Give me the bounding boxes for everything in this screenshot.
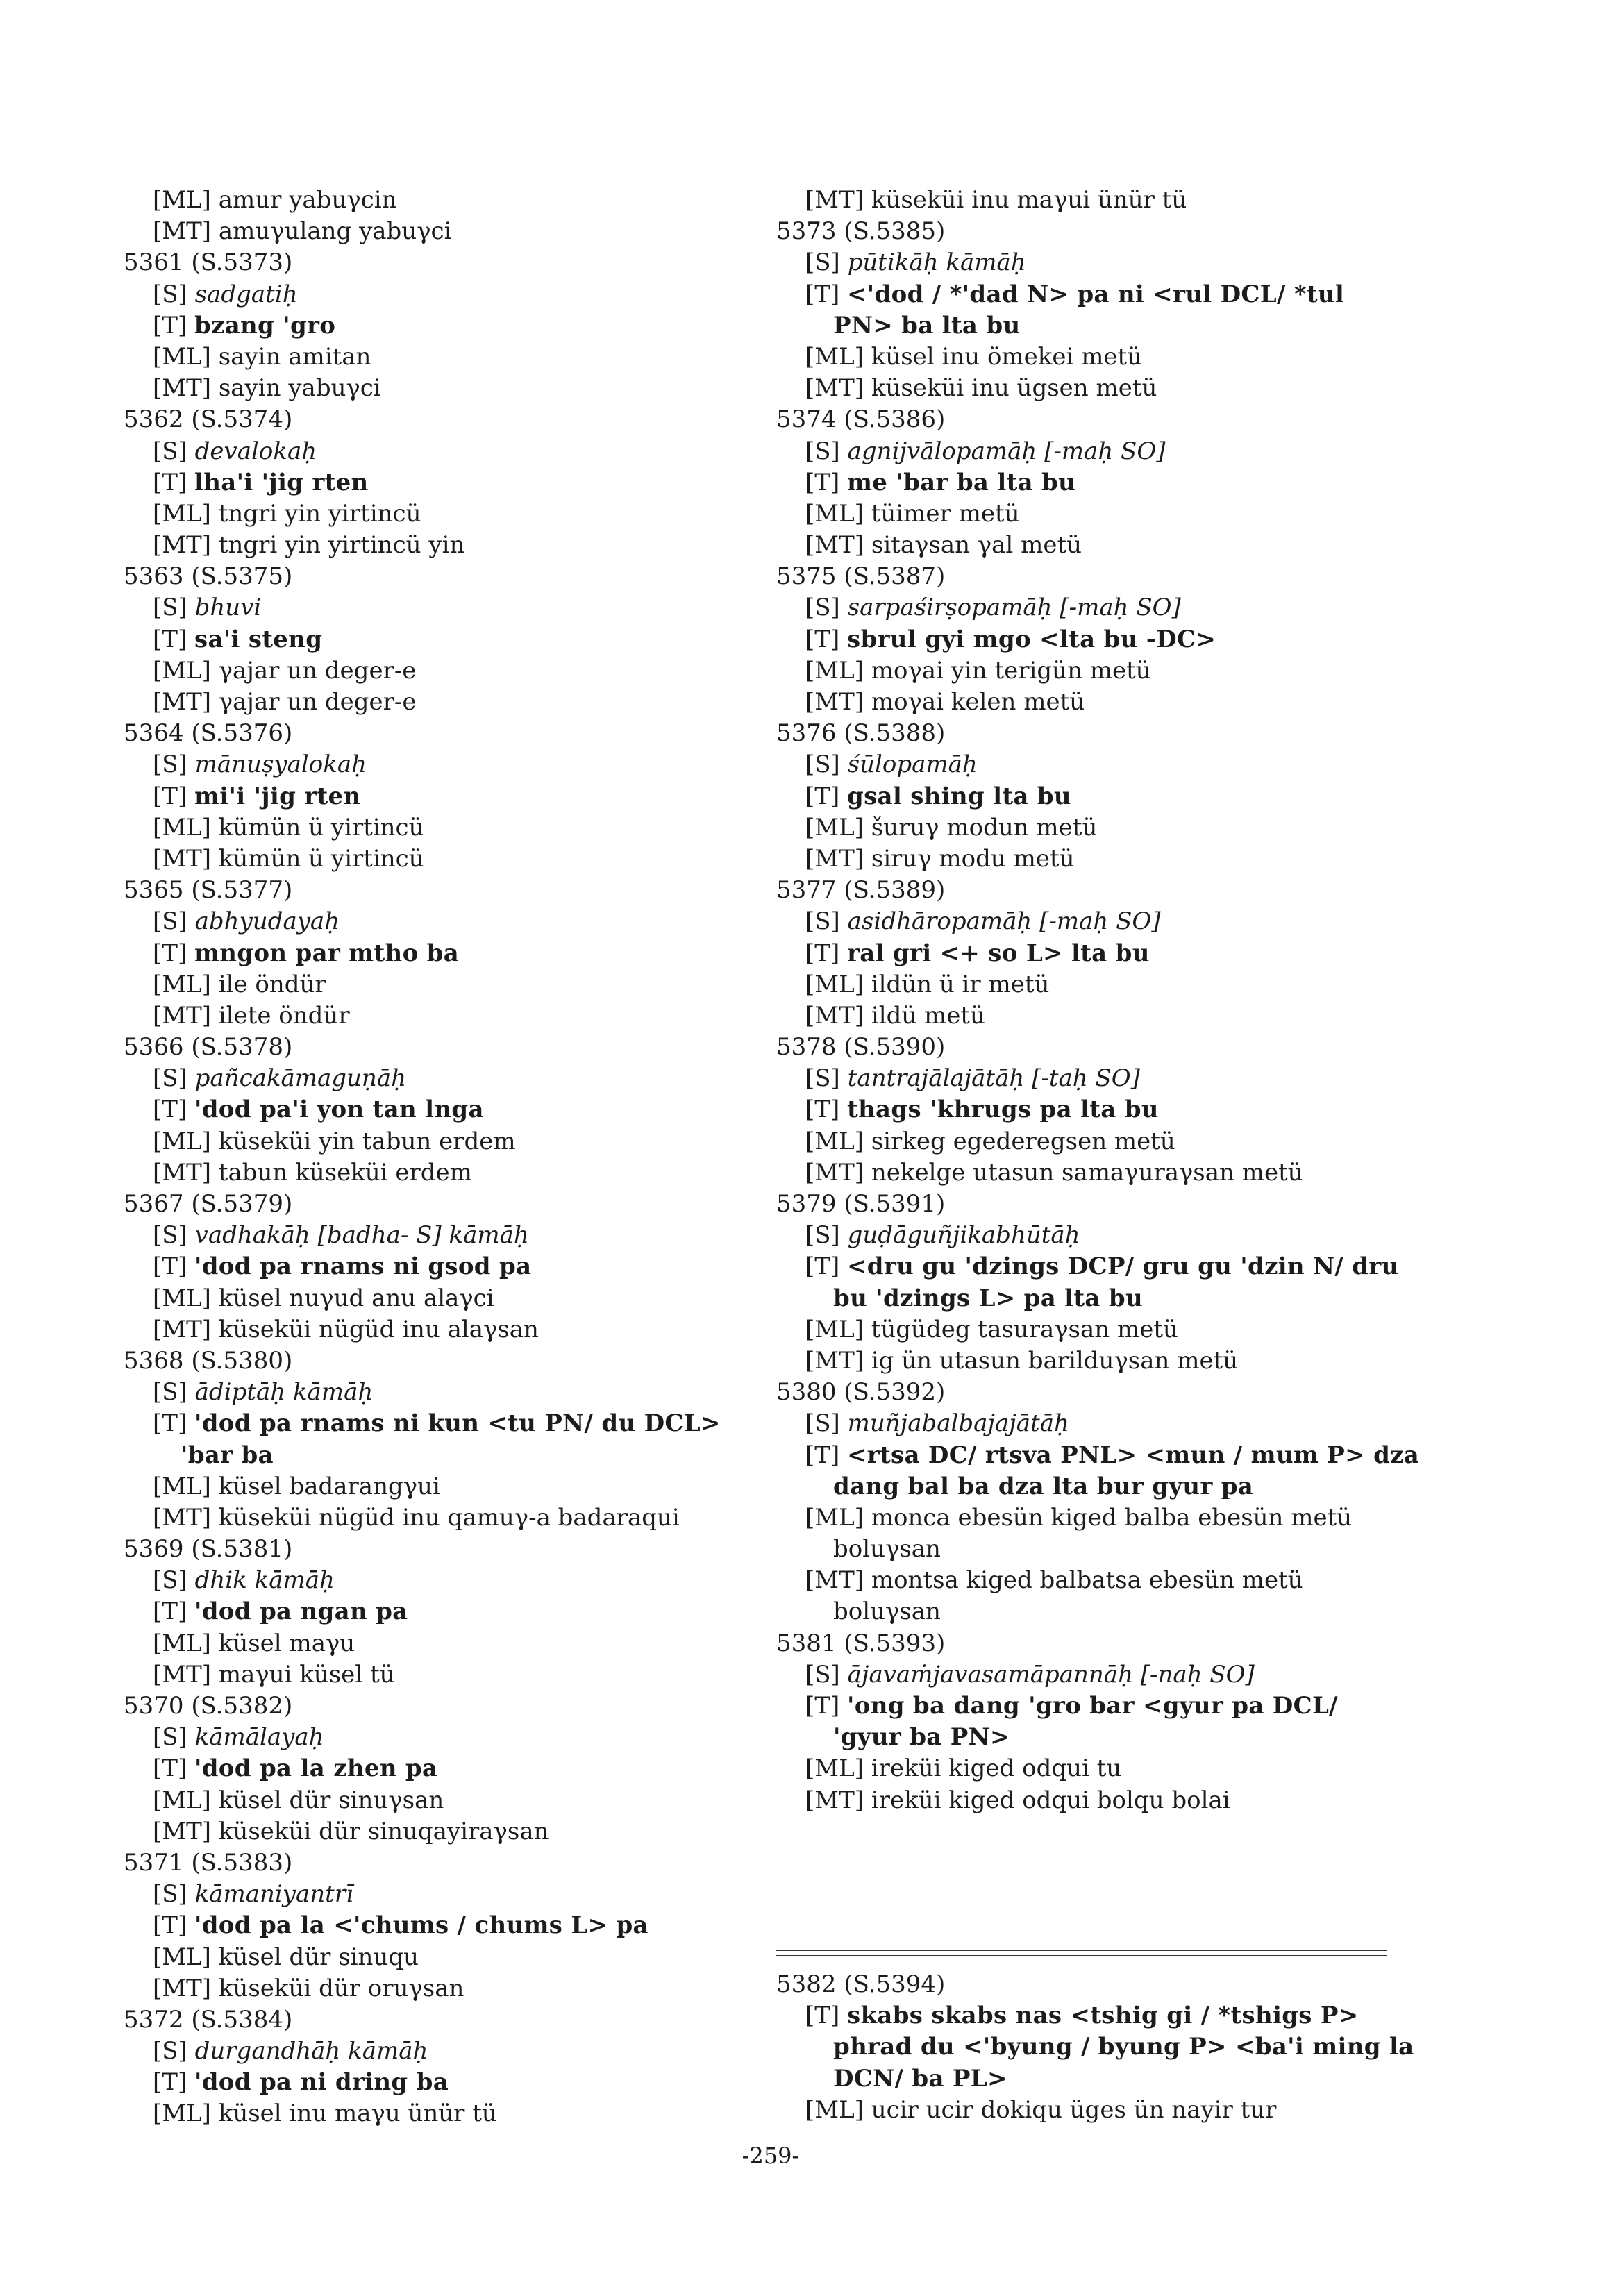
tibetan-term: thags 'khrugs pa lta bu [847, 1096, 1159, 1124]
entry-line [124, 1377, 776, 1408]
left-column [124, 185, 776, 2130]
tibetan-term: me 'bar ba lta bu [847, 468, 1076, 496]
entry-line [124, 1251, 776, 1282]
entry-line: [ML] kümün ü yirtincü [153, 813, 424, 841]
footnote-section [776, 1969, 1484, 2126]
entry-line [124, 1220, 776, 1251]
entry-line [124, 1094, 776, 1125]
entry-number: 5367 (S.5379) [124, 1190, 293, 1218]
entry-line: [MT] montsa kiged balbatsa ebesün metü [805, 1566, 1303, 1595]
entry-number: 5378 (S.5390) [776, 1033, 946, 1062]
entry-line [124, 1753, 776, 1784]
entry-line: [ML] küsel maγu [153, 1629, 355, 1657]
entry-line [124, 592, 776, 623]
entry-line: [ML] küsel inu maγu ünür tü [153, 2100, 497, 2128]
entry-tag: [T] [153, 1409, 195, 1438]
entry-line [124, 310, 776, 342]
tibetan-term: <'dod / *'dad N> pa ni <rul DCL/ *tul [847, 280, 1345, 308]
entry-line [776, 592, 1484, 623]
entry-number: 5361 (S.5373) [124, 249, 293, 277]
entry-tag: [S] [805, 249, 848, 277]
sanskrit-term: pūtikāḥ kāmāḥ [847, 249, 1026, 277]
entry-line: [MT] amuγulang yabuγci [153, 217, 452, 246]
entry-tag: [T] [805, 1441, 848, 1469]
tibetan-term: 'dod pa la zhen pa [194, 1754, 438, 1783]
tibetan-term: 'dod pa la <'chums / chums L> pa [194, 1911, 648, 1940]
entry-line [776, 467, 1484, 498]
entry-line: [MT] kümün ü yirtincü [153, 844, 424, 873]
tibetan-term: 'dod pa rnams ni kun <tu PN/ du DCL> [194, 1409, 721, 1438]
entry-line: [ML] monca ebesün kiged balba ebesün metü [805, 1503, 1353, 1532]
entry-line: [ML] küsel dür sinuγsan [153, 1786, 444, 1814]
entry-line: [ML] sayin amitan [153, 342, 371, 371]
entry-line [776, 938, 1484, 969]
entry-line [776, 1251, 1484, 1282]
tibetan-term: bzang 'gro [194, 311, 336, 340]
entry-tag: [S] [805, 1660, 848, 1689]
entry-tag: [S] [153, 1064, 195, 1093]
entry-tag: [S] [805, 594, 848, 622]
entry-line [124, 938, 776, 969]
entry-tag: [T] [805, 782, 848, 810]
entry-number: 5372 (S.5384) [124, 2005, 293, 2034]
entry-tag: [S] [805, 1221, 848, 1250]
entry-line: boluγsan [833, 1598, 941, 1626]
entry-number: 5363 (S.5375) [124, 562, 293, 591]
entry-tag: [T] [805, 1252, 848, 1281]
entry-line: [ML] ile öndür [153, 970, 326, 998]
sanskrit-term: kāmālayaḥ [194, 1723, 324, 1752]
entry-line [124, 279, 776, 310]
entry-line [124, 1879, 776, 1910]
tibetan-term: dang bal ba dza lta bur gyur pa [833, 1472, 1254, 1500]
entry-tag: [T] [805, 939, 848, 967]
entry-line: boluγsan [833, 1535, 941, 1564]
entry-number: 5375 (S.5387) [776, 562, 946, 591]
entry-line: [MT] sayin yabuγci [153, 374, 381, 403]
entry-line [124, 1910, 776, 1941]
entry-tag: [T] [805, 1692, 848, 1720]
entry-line [776, 310, 1484, 342]
entry-line: [MT] küseküi inu maγui ünür tü [805, 186, 1187, 214]
entry-line [776, 279, 1484, 310]
entry-tag: [S] [153, 1723, 195, 1752]
sanskrit-term: mānuṣyalokaḥ [194, 751, 367, 779]
entry-tag: [T] [805, 280, 848, 308]
entry-number: 5380 (S.5392) [776, 1378, 946, 1407]
entry-number: 5371 (S.5383) [124, 1848, 293, 1877]
sanskrit-term: ājavaṁjavasamāpannāḥ [-naḥ SO] [847, 1660, 1255, 1689]
tibetan-term: sbrul gyi mgo <lta bu -DC> [847, 625, 1216, 653]
tibetan-term: 'gyur ba PN> [833, 1723, 1010, 1752]
entry-line [776, 1691, 1484, 1722]
entry-line: [MT] tabun küseküi erdem [153, 1158, 472, 1187]
entry-tag: [T] [805, 625, 848, 653]
entry-tag: [T] [153, 2068, 195, 2097]
entry-tag: [S] [805, 1064, 848, 1093]
entry-tag: [T] [153, 311, 195, 340]
entry-line: [MT] küseküi dür sinuqayiraγsan [153, 1817, 549, 1845]
entry-tag: [T] [153, 1754, 195, 1783]
sanskrit-term: sarpaśirṣopamāḥ [-maḥ SO] [847, 594, 1181, 622]
entry-line [124, 2036, 776, 2067]
sanskrit-term: devalokaḥ [194, 437, 317, 465]
sanskrit-term: tantrajālajātāḥ [-taḥ SO] [847, 1064, 1140, 1093]
entry-line [124, 1440, 776, 1471]
entry-line [124, 624, 776, 655]
entry-tag: [S] [153, 751, 195, 779]
entry-tag: [T] [153, 1252, 195, 1281]
entry-tag: [T] [153, 1096, 195, 1124]
entry-tag: [T] [153, 625, 195, 653]
entry-number: 5374 (S.5386) [776, 405, 946, 434]
entry-tag: [S] [805, 1409, 848, 1438]
entry-tag: [S] [153, 280, 195, 308]
entry-line [124, 436, 776, 467]
entry-line [776, 749, 1484, 780]
sanskrit-term: dhik kāmāḥ [194, 1566, 335, 1595]
entry-line: [ML] küsel inu ömekei metü [805, 342, 1143, 371]
entry-tag: [S] [153, 2037, 195, 2065]
entry-line: [MT] ireküi kiged odqui bolqu bolai [805, 1786, 1230, 1814]
tibetan-term: sa'i steng [194, 625, 323, 653]
sanskrit-term: guḍāguñjikabhūtāḥ [847, 1221, 1080, 1250]
sanskrit-term: abhyudayaḥ [194, 907, 340, 936]
tibetan-term: 'dod pa ngan pa [194, 1598, 408, 1626]
entry-line: [MT] siruγ modu metü [805, 844, 1075, 873]
entry-number: 5365 (S.5377) [124, 876, 293, 905]
entry-tag: [S] [805, 751, 848, 779]
entry-line: [ML] küsel badarangγui [153, 1472, 440, 1500]
tibetan-term: <rtsa DC/ rtsva PNL> <mun / mum P> dza [847, 1441, 1420, 1469]
entry-line: [ML] sirkeg egederegsen metü [805, 1127, 1175, 1155]
entry-number: 5376 (S.5388) [776, 719, 946, 748]
tibetan-term: phrad du <'byung / byung P> <ba'i ming la [833, 2033, 1414, 2061]
entry-line: [MT] tngri yin yirtincü yin [153, 531, 465, 560]
entry-line: [ML] ucir ucir dokiqu üges ün nayir tur [805, 2095, 1277, 2124]
sanskrit-term: bhuvi [194, 594, 262, 622]
entry-line: [MT] ilete öndür [153, 1001, 350, 1030]
entry-number: 5377 (S.5389) [776, 876, 946, 905]
entry-line [776, 1659, 1484, 1691]
footnote-separator-rule [776, 1950, 1387, 1956]
entry-line: [MT] γajar un deger-e [153, 688, 417, 716]
entry-line [776, 1063, 1484, 1094]
entry-tag: [S] [153, 1221, 195, 1250]
entry-line: [ML] ildün ü ir metü [805, 970, 1050, 998]
sanskrit-term: sadgatiḥ [194, 280, 298, 308]
entry-line [124, 1408, 776, 1439]
entry-line: [ML] tügüdeg tasuraγsan metü [805, 1315, 1178, 1343]
entry-tag: [S] [153, 594, 195, 622]
sanskrit-term: agnijvālopamāḥ [-maḥ SO] [847, 437, 1166, 465]
entry-line [124, 1063, 776, 1094]
tibetan-term: 'bar ba [181, 1441, 274, 1469]
entry-line [776, 1722, 1484, 1753]
tibetan-term: 'ong ba dang 'gro bar <gyur pa DCL/ [847, 1692, 1338, 1720]
tibetan-term: 'dod pa'i yon tan lnga [194, 1096, 484, 1124]
entry-line [776, 436, 1484, 467]
entry-line [776, 1471, 1484, 1502]
entry-line: [MT] maγui küsel tü [153, 1660, 395, 1689]
sanskrit-term: śūlopamāḥ [847, 751, 978, 779]
entry-tag: [T] [153, 468, 195, 496]
entry-line: [MT] küseküi nügüd inu qamuγ-a badaraqui [153, 1503, 680, 1532]
entry-line [776, 1408, 1484, 1439]
entry-line [776, 1440, 1484, 1471]
entry-tag: [S] [153, 1880, 195, 1909]
entry-line [776, 906, 1484, 937]
tibetan-term: bu 'dzings L> pa lta bu [833, 1284, 1143, 1312]
tibetan-term: gsal shing lta bu [847, 782, 1071, 810]
entry-line: [MT] küseküi inu ügsen metü [805, 374, 1157, 403]
entry-number: 5379 (S.5391) [776, 1190, 946, 1218]
entry-line: [MT] küseküi nügüd inu alaγsan [153, 1315, 539, 1343]
sanskrit-term: ādiptāḥ kāmāḥ [194, 1378, 374, 1407]
entry-tag: [T] [153, 939, 195, 967]
tibetan-term: lha'i 'jig rten [194, 468, 369, 496]
entry-line [776, 2031, 1484, 2063]
sanskrit-term: asidhāropamāḥ [-maḥ SO] [847, 907, 1161, 936]
entry-line [124, 906, 776, 937]
entry-line: [MT] moγai kelen metü [805, 688, 1085, 716]
sanskrit-term: vadhakāḥ [badha- S] kāmāḥ [194, 1221, 529, 1250]
entry-tag: [S] [153, 1566, 195, 1595]
entry-line: [MT] ig ün utasun barilduγsan metü [805, 1346, 1239, 1375]
entry-line: [ML] küsel dür sinuqu [153, 1943, 419, 1971]
entry-line [124, 749, 776, 780]
entry-line: [ML] ireküi kiged odqui tu [805, 1754, 1122, 1783]
entry-number: 5382 (S.5394) [776, 1970, 946, 1998]
entry-line: [ML] šuruγ modun metü [805, 813, 1098, 841]
entry-tag: [S] [153, 437, 195, 465]
sanskrit-term: durgandhāḥ kāmāḥ [194, 2037, 428, 2065]
entry-tag: [S] [153, 907, 195, 936]
entry-tag: [T] [153, 1911, 195, 1940]
right-column [776, 185, 1484, 1816]
tibetan-term: mi'i 'jig rten [194, 782, 361, 810]
entry-line [776, 1220, 1484, 1251]
entry-tag: [S] [153, 1378, 195, 1407]
entry-line [124, 1596, 776, 1627]
tibetan-term: mngon par mtho ba [194, 939, 460, 967]
entry-number: 5366 (S.5378) [124, 1033, 293, 1062]
entry-line: [ML] tngri yin yirtincü [153, 499, 421, 528]
entry-line [776, 1283, 1484, 1314]
entry-line: [MT] küseküi dür oruγsan [153, 1974, 464, 2002]
sanskrit-term: pañcakāmaguṇāḥ [194, 1064, 406, 1093]
entry-line: [ML] γajar un deger-e [153, 656, 417, 685]
page-number: -259- [742, 2143, 800, 2169]
entry-line [124, 1565, 776, 1596]
entry-line: [ML] tüimer metü [805, 499, 1020, 528]
entry-line [776, 1094, 1484, 1125]
tibetan-term: 'dod pa ni dring ba [194, 2068, 449, 2097]
entry-number: 5370 (S.5382) [124, 1692, 293, 1720]
entry-line: [ML] moγai yin terigün metü [805, 656, 1151, 685]
entry-line [124, 467, 776, 498]
entry-line [776, 2063, 1484, 2095]
entry-line: [MT] nekelge utasun samaγuraγsan metü [805, 1158, 1303, 1187]
entry-tag: [T] [805, 1096, 848, 1124]
tibetan-term: DCN/ ba PL> [833, 2064, 1007, 2093]
entry-line [776, 247, 1484, 278]
entry-number: 5364 (S.5376) [124, 719, 293, 748]
tibetan-term: 'dod pa rnams ni gsod pa [194, 1252, 532, 1281]
entry-tag: [S] [805, 437, 848, 465]
entry-line [124, 2067, 776, 2098]
sanskrit-term: kāmaniyantrī [194, 1880, 353, 1909]
entry-line: [ML] amur yabuγcin [153, 186, 397, 214]
entry-tag: [T] [805, 2002, 848, 2030]
entry-number: 5381 (S.5393) [776, 1629, 946, 1657]
tibetan-term: <dru gu 'dzings DCP/ gru gu 'dzin N/ dru [847, 1252, 1399, 1281]
entry-line: [ML] küsel nuγud anu alaγci [153, 1284, 494, 1312]
tibetan-term: PN> ba lta bu [833, 311, 1021, 340]
sanskrit-term: muñjabalbajajātāḥ [847, 1409, 1069, 1438]
entry-line: [MT] sitaγsan γal metü [805, 531, 1082, 560]
entry-line: [ML] küseküi yin tabun erdem [153, 1127, 516, 1155]
entry-line [776, 781, 1484, 812]
entry-number: 5369 (S.5381) [124, 1535, 293, 1564]
entry-line [776, 624, 1484, 655]
entry-tag: [T] [153, 782, 195, 810]
entry-tag: [T] [153, 1598, 195, 1626]
entry-line [124, 781, 776, 812]
entry-number: 5368 (S.5380) [124, 1346, 293, 1375]
entry-line [776, 2000, 1484, 2031]
entry-tag: [T] [805, 468, 848, 496]
entry-line [124, 1722, 776, 1753]
entry-tag: [S] [805, 907, 848, 936]
entry-number: 5362 (S.5374) [124, 405, 293, 434]
tibetan-term: ral gri <+ so L> lta bu [847, 939, 1150, 967]
tibetan-term: skabs skabs nas <tshig gi / *tshigs P> [847, 2002, 1359, 2030]
entry-number: 5373 (S.5385) [776, 217, 946, 246]
entry-line: [MT] ildü metü [805, 1001, 985, 1030]
